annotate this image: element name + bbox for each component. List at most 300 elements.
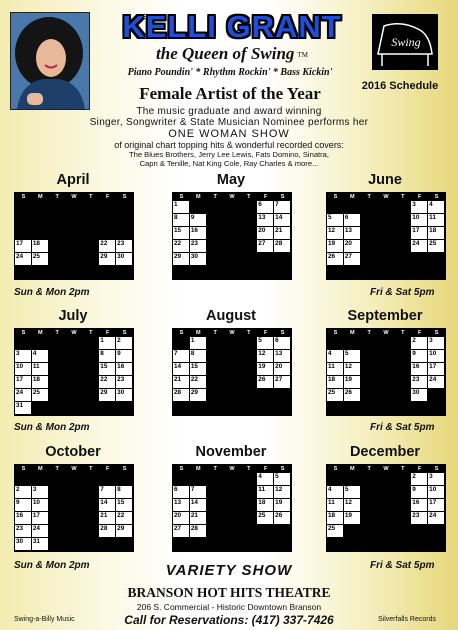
show-date-cell: 24 bbox=[32, 525, 48, 537]
show-date-cell: 10 bbox=[411, 214, 427, 226]
month-calendar bbox=[326, 442, 444, 552]
weekday-header: S bbox=[280, 466, 285, 472]
blank-date-cell bbox=[344, 201, 360, 213]
blank-date-cell bbox=[378, 473, 394, 485]
schedule-label: 2016 Schedule bbox=[361, 80, 439, 92]
show-date-cell: 4 bbox=[257, 473, 273, 485]
show-date-cell: 16 bbox=[411, 363, 427, 375]
blank-date-cell bbox=[224, 227, 240, 239]
show-date-cell: 20 bbox=[274, 363, 290, 375]
blank-date-cell bbox=[49, 214, 65, 226]
show-date-cell: 23 bbox=[190, 240, 206, 252]
logo-text: Swing bbox=[391, 35, 421, 49]
show-date-cell: 4 bbox=[327, 350, 343, 362]
calendar-table bbox=[172, 328, 292, 416]
blank-date-cell bbox=[344, 402, 360, 414]
month-calendar bbox=[172, 442, 290, 552]
blank-date-cell bbox=[66, 227, 82, 239]
subtitle bbox=[118, 44, 346, 64]
blank-date-cell bbox=[207, 499, 223, 511]
calendar-table bbox=[172, 464, 292, 552]
label-credit-left: Swing-a-Billy Music bbox=[14, 616, 75, 623]
intro-line: of original chart topping hits & wonderful recorded covers: bbox=[114, 140, 344, 150]
blank-date-cell bbox=[173, 337, 189, 349]
show-date-cell: 30 bbox=[116, 389, 132, 401]
weekday-header: S bbox=[434, 330, 439, 336]
blank-date-cell bbox=[32, 473, 48, 485]
weekday-header: F bbox=[418, 330, 422, 336]
sun-mon-note: Sun & Mon 2pm bbox=[14, 560, 90, 571]
show-date-cell: 2 bbox=[15, 486, 31, 498]
blank-date-cell bbox=[428, 402, 444, 414]
blank-date-cell bbox=[361, 473, 377, 485]
blank-date-cell bbox=[361, 525, 377, 537]
blank-date-cell bbox=[240, 214, 256, 226]
blank-date-cell bbox=[49, 538, 65, 550]
blank-date-cell bbox=[224, 253, 240, 265]
show-date-cell: 11 bbox=[327, 499, 343, 511]
blank-date-cell bbox=[99, 227, 115, 239]
blank-date-cell bbox=[207, 227, 223, 239]
blank-date-cell bbox=[207, 214, 223, 226]
blank-date-cell bbox=[240, 512, 256, 524]
blank-date-cell bbox=[378, 538, 394, 550]
show-date-cell: 26 bbox=[274, 512, 290, 524]
show-date-cell: 13 bbox=[274, 350, 290, 362]
blank-date-cell bbox=[224, 525, 240, 537]
blank-date-cell bbox=[82, 363, 98, 375]
show-date-cell: 25 bbox=[327, 389, 343, 401]
blank-date-cell bbox=[240, 266, 256, 278]
weekday-header-row bbox=[173, 329, 291, 337]
month-name: April bbox=[56, 172, 90, 188]
blank-date-cell bbox=[361, 389, 377, 401]
blank-date-cell bbox=[394, 337, 410, 349]
blank-date-cell bbox=[49, 201, 65, 213]
show-date-cell: 9 bbox=[190, 214, 206, 226]
month-name: August bbox=[206, 308, 256, 324]
blank-date-cell bbox=[49, 337, 65, 349]
weekday-header: F bbox=[106, 330, 110, 336]
blank-date-cell bbox=[428, 389, 444, 401]
blank-date-cell bbox=[394, 389, 410, 401]
blank-date-cell bbox=[378, 525, 394, 537]
show-date-cell: 27 bbox=[344, 253, 360, 265]
blank-date-cell bbox=[66, 402, 82, 414]
show-date-cell: 3 bbox=[32, 486, 48, 498]
show-date-cell: 17 bbox=[15, 240, 31, 252]
sun-mon-note: Sun & Mon 2pm bbox=[14, 287, 90, 298]
reservations-phone: Call for Reservations: (417) 337-7426 bbox=[124, 613, 334, 627]
show-date-cell: 24 bbox=[428, 376, 444, 388]
calendar-table bbox=[326, 328, 446, 416]
show-date-cell: 19 bbox=[344, 512, 360, 524]
show-date-cell: 12 bbox=[274, 486, 290, 498]
blank-date-cell bbox=[240, 227, 256, 239]
weekday-header: M bbox=[349, 466, 355, 472]
blank-date-cell bbox=[361, 486, 377, 498]
fri-sat-note: Fri & Sat 5pm bbox=[370, 287, 435, 298]
show-date-cell: 15 bbox=[99, 363, 115, 375]
weekday-header: T bbox=[55, 194, 59, 200]
weekday-header-row bbox=[173, 193, 291, 201]
weekday-header-row bbox=[327, 465, 445, 473]
show-date-cell: 12 bbox=[327, 227, 343, 239]
show-date-cell: 3 bbox=[15, 350, 31, 362]
show-date-cell: 7 bbox=[274, 201, 290, 213]
show-date-cell: 30 bbox=[15, 538, 31, 550]
month-name: November bbox=[195, 444, 267, 460]
blank-date-cell bbox=[207, 473, 223, 485]
blank-date-cell bbox=[15, 227, 31, 239]
show-date-cell: 21 bbox=[274, 227, 290, 239]
blank-date-cell bbox=[207, 266, 223, 278]
weekday-header: T bbox=[213, 466, 217, 472]
award-headline: Female Artist of the Year bbox=[139, 84, 321, 103]
calendar-table bbox=[326, 192, 446, 280]
blank-date-cell bbox=[240, 363, 256, 375]
show-date-cell: 7 bbox=[190, 486, 206, 498]
month-name: September bbox=[347, 308, 423, 324]
month-name: June bbox=[368, 172, 402, 188]
blank-date-cell bbox=[224, 538, 240, 550]
show-date-cell: 25 bbox=[32, 389, 48, 401]
show-date-cell: 19 bbox=[327, 240, 343, 252]
blank-date-cell bbox=[394, 499, 410, 511]
show-date-cell: 30 bbox=[411, 389, 427, 401]
weekday-header: M bbox=[349, 194, 355, 200]
weekday-header-row bbox=[15, 465, 133, 473]
show-date-cell: 30 bbox=[116, 253, 132, 265]
blank-date-cell bbox=[411, 266, 427, 278]
blank-date-cell bbox=[240, 473, 256, 485]
blank-date-cell bbox=[32, 201, 48, 213]
show-date-cell: 22 bbox=[99, 240, 115, 252]
blank-date-cell bbox=[66, 376, 82, 388]
blank-date-cell bbox=[428, 266, 444, 278]
blank-date-cell bbox=[49, 499, 65, 511]
weekday-header-row bbox=[173, 465, 291, 473]
show-date-cell: 9 bbox=[15, 499, 31, 511]
blank-date-cell bbox=[82, 253, 98, 265]
blank-date-cell bbox=[49, 486, 65, 498]
blank-date-cell bbox=[274, 266, 290, 278]
show-date-cell: 11 bbox=[428, 214, 444, 226]
show-date-cell: 18 bbox=[32, 376, 48, 388]
show-date-cell: 2 bbox=[411, 473, 427, 485]
blank-date-cell bbox=[173, 402, 189, 414]
blank-date-cell bbox=[82, 227, 98, 239]
show-date-cell: 13 bbox=[344, 227, 360, 239]
blank-date-cell bbox=[394, 240, 410, 252]
weekday-header: W bbox=[383, 194, 389, 200]
blank-date-cell bbox=[173, 538, 189, 550]
blank-date-cell bbox=[66, 389, 82, 401]
weekday-header: T bbox=[213, 194, 217, 200]
show-date-cell: 25 bbox=[257, 512, 273, 524]
blank-date-cell bbox=[257, 389, 273, 401]
blank-date-cell bbox=[378, 266, 394, 278]
blank-date-cell bbox=[99, 473, 115, 485]
blank-date-cell bbox=[378, 227, 394, 239]
blank-date-cell bbox=[15, 201, 31, 213]
weekday-header-row bbox=[327, 193, 445, 201]
weekday-header: M bbox=[37, 194, 43, 200]
blank-date-cell bbox=[378, 486, 394, 498]
blank-date-cell bbox=[327, 337, 343, 349]
blank-date-cell bbox=[257, 525, 273, 537]
blank-date-cell bbox=[49, 376, 65, 388]
blank-date-cell bbox=[224, 486, 240, 498]
month-calendar bbox=[172, 170, 290, 280]
blank-date-cell bbox=[394, 363, 410, 375]
blank-date-cell bbox=[15, 473, 31, 485]
blank-date-cell bbox=[116, 402, 132, 414]
blank-date-cell bbox=[274, 402, 290, 414]
blank-date-cell bbox=[207, 363, 223, 375]
blank-date-cell bbox=[82, 512, 98, 524]
show-date-cell: 5 bbox=[344, 486, 360, 498]
show-date-cell: 13 bbox=[257, 214, 273, 226]
blank-date-cell bbox=[99, 402, 115, 414]
blank-date-cell bbox=[99, 266, 115, 278]
blank-date-cell bbox=[361, 350, 377, 362]
blank-date-cell bbox=[224, 266, 240, 278]
blank-date-cell bbox=[361, 240, 377, 252]
show-date-cell: 20 bbox=[257, 227, 273, 239]
theatre-name: BRANSON HOT HITS THEATRE bbox=[127, 585, 331, 600]
weekday-header: S bbox=[179, 330, 184, 336]
blank-date-cell bbox=[224, 389, 240, 401]
blank-date-cell bbox=[361, 376, 377, 388]
show-date-cell: 16 bbox=[411, 499, 427, 511]
blank-date-cell bbox=[82, 525, 98, 537]
blank-date-cell bbox=[82, 402, 98, 414]
blank-date-cell bbox=[207, 201, 223, 213]
blank-date-cell bbox=[240, 201, 256, 213]
show-date-cell: 27 bbox=[173, 525, 189, 537]
blank-date-cell bbox=[240, 499, 256, 511]
blank-date-cell bbox=[224, 240, 240, 252]
blank-date-cell bbox=[411, 525, 427, 537]
weekday-header: S bbox=[333, 194, 338, 200]
blank-date-cell bbox=[378, 512, 394, 524]
weekday-header: W bbox=[383, 330, 389, 336]
blank-date-cell bbox=[99, 214, 115, 226]
show-date-cell: 19 bbox=[344, 376, 360, 388]
blank-date-cell bbox=[394, 512, 410, 524]
blank-date-cell bbox=[411, 253, 427, 265]
show-date-cell: 11 bbox=[257, 486, 273, 498]
blank-date-cell bbox=[66, 214, 82, 226]
blank-date-cell bbox=[394, 350, 410, 362]
weekday-header: F bbox=[264, 330, 268, 336]
blank-date-cell bbox=[190, 201, 206, 213]
show-date-cell: 21 bbox=[190, 512, 206, 524]
show-date-cell: 6 bbox=[274, 337, 290, 349]
blank-date-cell bbox=[173, 473, 189, 485]
show-date-cell: 3 bbox=[411, 201, 427, 213]
calendar-table bbox=[14, 328, 134, 416]
blank-date-cell bbox=[240, 525, 256, 537]
blank-date-cell bbox=[49, 350, 65, 362]
weekday-header: S bbox=[21, 330, 26, 336]
show-date-cell: 31 bbox=[32, 538, 48, 550]
blank-date-cell bbox=[82, 201, 98, 213]
blank-date-cell bbox=[361, 499, 377, 511]
show-date-cell: 23 bbox=[116, 240, 132, 252]
blank-date-cell bbox=[82, 240, 98, 252]
show-date-cell: 13 bbox=[173, 499, 189, 511]
blank-date-cell bbox=[66, 337, 82, 349]
month-name: May bbox=[216, 172, 246, 188]
show-date-cell: 17 bbox=[411, 227, 427, 239]
month-calendar bbox=[172, 306, 290, 416]
blank-date-cell bbox=[224, 512, 240, 524]
blank-date-cell bbox=[173, 266, 189, 278]
month-name: October bbox=[45, 444, 101, 460]
blank-date-cell bbox=[82, 376, 98, 388]
show-date-cell: 27 bbox=[274, 376, 290, 388]
blank-date-cell bbox=[274, 525, 290, 537]
show-date-cell: 22 bbox=[190, 376, 206, 388]
month-calendar bbox=[326, 306, 444, 416]
blank-date-cell bbox=[257, 402, 273, 414]
weekday-header: S bbox=[21, 194, 26, 200]
blank-date-cell bbox=[428, 253, 444, 265]
blank-date-cell bbox=[224, 402, 240, 414]
blank-date-cell bbox=[378, 253, 394, 265]
show-date-cell: 29 bbox=[173, 253, 189, 265]
weekday-header: M bbox=[37, 466, 43, 472]
blank-date-cell bbox=[116, 214, 132, 226]
weekday-header-row bbox=[15, 329, 133, 337]
show-date-cell: 8 bbox=[190, 350, 206, 362]
blank-date-cell bbox=[116, 538, 132, 550]
blank-date-cell bbox=[394, 402, 410, 414]
show-date-cell: 12 bbox=[344, 499, 360, 511]
sun-mon-note: Sun & Mon 2pm bbox=[14, 422, 90, 433]
show-date-cell: 21 bbox=[99, 512, 115, 524]
blank-date-cell bbox=[411, 538, 427, 550]
show-date-cell: 24 bbox=[15, 389, 31, 401]
blank-date-cell bbox=[274, 253, 290, 265]
show-date-cell: 12 bbox=[257, 350, 273, 362]
blank-date-cell bbox=[361, 512, 377, 524]
show-date-cell: 26 bbox=[327, 253, 343, 265]
show-date-cell: 6 bbox=[344, 214, 360, 226]
blank-date-cell bbox=[82, 473, 98, 485]
month-name: December bbox=[349, 444, 421, 460]
show-date-cell: 16 bbox=[190, 227, 206, 239]
calendar-table bbox=[326, 464, 446, 552]
show-date-cell: 17 bbox=[428, 499, 444, 511]
blank-date-cell bbox=[82, 389, 98, 401]
show-date-cell: 23 bbox=[116, 376, 132, 388]
weekday-header: F bbox=[106, 466, 110, 472]
blank-date-cell bbox=[49, 363, 65, 375]
show-date-cell: 23 bbox=[411, 376, 427, 388]
show-date-cell: 2 bbox=[411, 337, 427, 349]
blank-date-cell bbox=[49, 525, 65, 537]
show-date-cell: 5 bbox=[344, 350, 360, 362]
blank-date-cell bbox=[257, 253, 273, 265]
blank-date-cell bbox=[394, 214, 410, 226]
blank-date-cell bbox=[344, 337, 360, 349]
blank-date-cell bbox=[49, 240, 65, 252]
blank-date-cell bbox=[327, 473, 343, 485]
show-date-cell: 10 bbox=[428, 486, 444, 498]
blank-date-cell bbox=[327, 201, 343, 213]
show-date-cell: 29 bbox=[99, 389, 115, 401]
blank-date-cell bbox=[240, 240, 256, 252]
blank-date-cell bbox=[240, 376, 256, 388]
blank-date-cell bbox=[240, 253, 256, 265]
blank-date-cell bbox=[49, 402, 65, 414]
weekday-header: T bbox=[89, 330, 93, 336]
page-title: KELLI GRANT bbox=[122, 9, 342, 44]
weekday-header-row bbox=[15, 193, 133, 201]
weekday-header: M bbox=[195, 194, 201, 200]
weekday-header: W bbox=[229, 330, 235, 336]
blank-date-cell bbox=[66, 499, 82, 511]
blank-date-cell bbox=[240, 538, 256, 550]
blank-date-cell bbox=[66, 240, 82, 252]
show-date-cell: 24 bbox=[15, 253, 31, 265]
show-date-cell: 9 bbox=[411, 350, 427, 362]
weekday-header-row bbox=[327, 329, 445, 337]
blank-date-cell bbox=[116, 473, 132, 485]
blank-date-cell bbox=[49, 473, 65, 485]
blank-date-cell bbox=[394, 486, 410, 498]
blank-date-cell bbox=[428, 538, 444, 550]
show-date-cell: 5 bbox=[274, 473, 290, 485]
weekday-header: F bbox=[106, 194, 110, 200]
show-date-cell: 5 bbox=[257, 337, 273, 349]
show-date-cell: 20 bbox=[344, 240, 360, 252]
blank-date-cell bbox=[344, 266, 360, 278]
weekday-header: S bbox=[179, 466, 184, 472]
show-date-cell: 29 bbox=[116, 525, 132, 537]
show-date-cell: 1 bbox=[173, 201, 189, 213]
show-date-cell: 24 bbox=[428, 512, 444, 524]
weekday-header: S bbox=[280, 330, 285, 336]
blank-date-cell bbox=[327, 402, 343, 414]
weekday-header: T bbox=[247, 330, 251, 336]
show-date-cell: 14 bbox=[173, 363, 189, 375]
weekday-header: S bbox=[333, 330, 338, 336]
blank-date-cell bbox=[361, 538, 377, 550]
weekday-header: T bbox=[247, 194, 251, 200]
blank-date-cell bbox=[190, 402, 206, 414]
show-date-cell: 17 bbox=[32, 512, 48, 524]
show-date-cell: 5 bbox=[327, 214, 343, 226]
show-date-cell: 25 bbox=[428, 240, 444, 252]
blank-date-cell bbox=[224, 214, 240, 226]
blank-date-cell bbox=[378, 201, 394, 213]
show-date-cell: 28 bbox=[190, 525, 206, 537]
show-date-cell: 8 bbox=[116, 486, 132, 498]
show-date-cell: 14 bbox=[190, 499, 206, 511]
calendar-table bbox=[14, 464, 134, 552]
blank-date-cell bbox=[378, 402, 394, 414]
intro-line: Singer, Songwriter & State Musician Nominee performs her bbox=[89, 117, 369, 128]
blank-date-cell bbox=[274, 389, 290, 401]
blank-date-cell bbox=[224, 499, 240, 511]
show-date-cell: 9 bbox=[116, 350, 132, 362]
month-calendar bbox=[14, 170, 132, 280]
show-date-cell: 18 bbox=[327, 512, 343, 524]
